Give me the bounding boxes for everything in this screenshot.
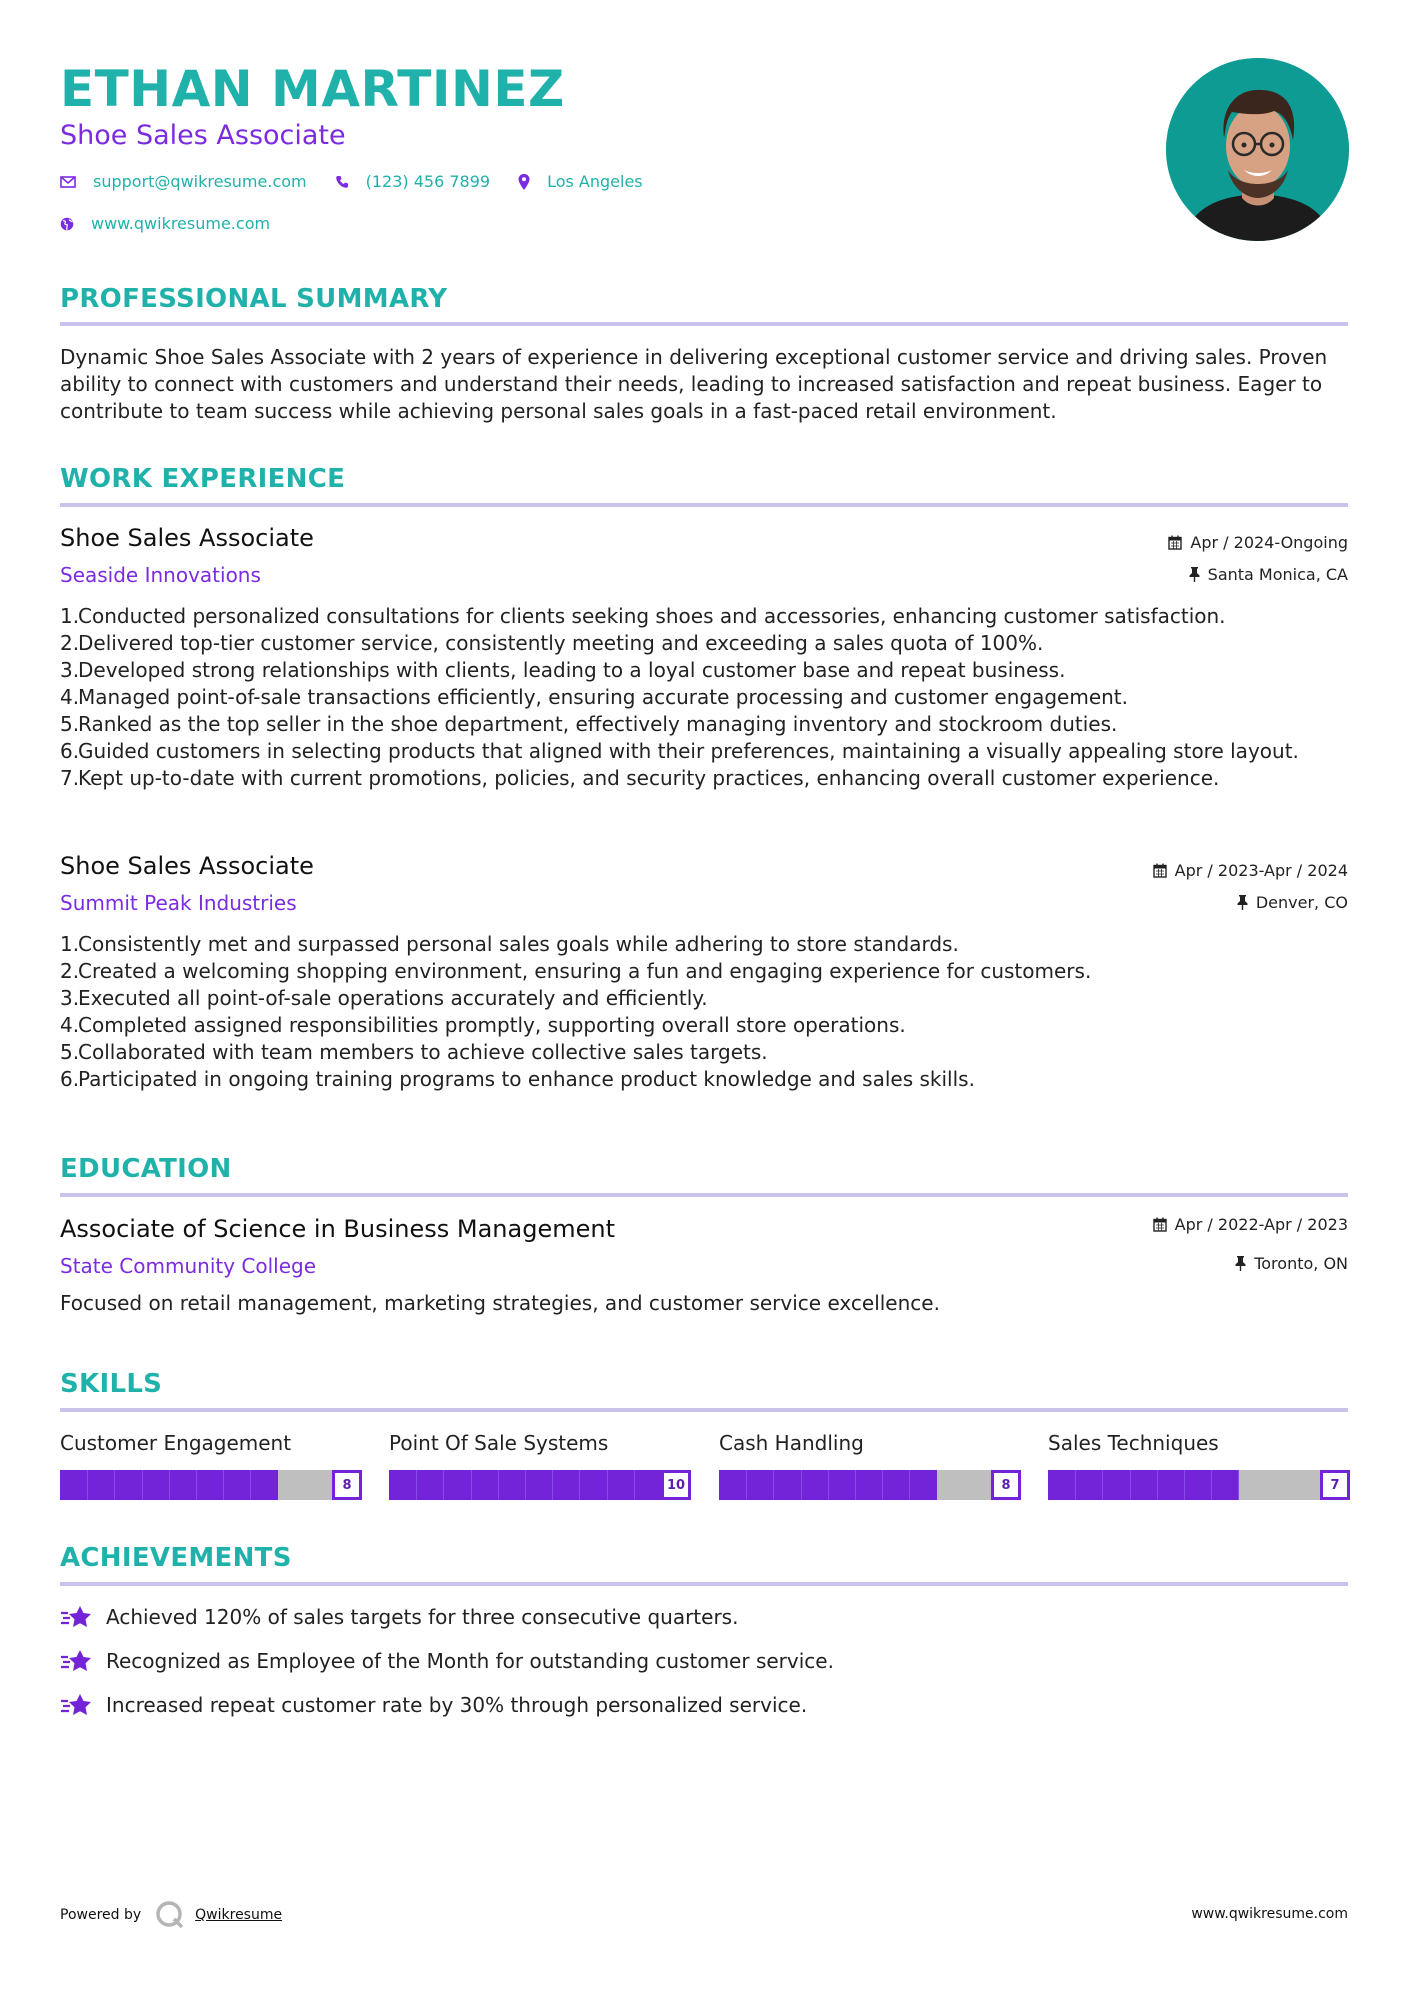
skill-item bbox=[60, 1430, 362, 1500]
list-item: 4. Completed assigned responsibilities promptly, supporting overall store operations. bbox=[60, 1013, 906, 1037]
achievement-item bbox=[60, 1692, 807, 1718]
skill-level-bar bbox=[60, 1470, 362, 1500]
skill-bar-segment bbox=[746, 1470, 747, 1500]
job-role: Shoe Sales Associate bbox=[60, 852, 314, 880]
achievements-heading: ACHIEVEMENTS bbox=[60, 1543, 292, 1573]
list-item: 5. Ranked as the top seller in the shoe department, effectively managing inventory and stockroom duties. bbox=[60, 712, 1118, 736]
degree-title: Associate of Science in Business Management bbox=[60, 1215, 615, 1243]
skill-bar-segment bbox=[828, 1470, 829, 1500]
job-bullets bbox=[60, 603, 1348, 792]
skill-bar-segment bbox=[1157, 1470, 1158, 1500]
skill-bar-segment bbox=[552, 1470, 553, 1500]
section-divider bbox=[60, 1408, 1348, 1412]
skill-score: 7 bbox=[1320, 1470, 1350, 1500]
job-dates bbox=[1153, 861, 1348, 880]
section-divider bbox=[60, 503, 1348, 507]
contact-email[interactable] bbox=[60, 172, 307, 191]
skill-level-bar bbox=[719, 1470, 1021, 1500]
skill-bar-segment bbox=[1184, 1470, 1185, 1500]
experience-heading: WORK EXPERIENCE bbox=[60, 464, 346, 494]
calendar-icon bbox=[1153, 1217, 1167, 1232]
skill-bar-segment bbox=[223, 1470, 224, 1500]
globe-icon bbox=[60, 217, 74, 231]
list-item: 1. Conducted personalized consultations for clients seeking shoes and accessories, enhancing customer satisfaction. bbox=[60, 604, 1226, 628]
pushpin-icon bbox=[1189, 567, 1200, 582]
list-item: 6. Guided customers in selecting products that aligned with their preferences, maintaining a visually appealing store layout. bbox=[60, 739, 1299, 763]
job-location bbox=[1237, 893, 1348, 912]
skill-bar-segment bbox=[87, 1470, 88, 1500]
star-icon bbox=[60, 1692, 94, 1718]
job-dates-text: Apr / 2024-Ongoing bbox=[1190, 533, 1348, 552]
phone-icon bbox=[335, 175, 349, 189]
phone-text: (123) 456 7899 bbox=[365, 172, 491, 191]
skill-item bbox=[1048, 1430, 1350, 1500]
skill-score: 8 bbox=[991, 1470, 1021, 1500]
skill-bar-segment bbox=[525, 1470, 526, 1500]
job-dates bbox=[1168, 533, 1348, 552]
job-location bbox=[1189, 565, 1348, 584]
contact-row-2 bbox=[60, 214, 298, 233]
skill-level-fill bbox=[1048, 1470, 1238, 1500]
skill-bar-segment bbox=[1075, 1470, 1076, 1500]
summary-heading: PROFESSIONAL SUMMARY bbox=[60, 284, 448, 314]
skill-name: Customer Engagement bbox=[60, 1431, 292, 1455]
list-item: 2. Created a welcoming shopping environment, ensuring a fun and engaging experience for customers. bbox=[60, 959, 1092, 983]
skill-score: 10 bbox=[661, 1470, 691, 1500]
skill-bar-segment bbox=[1238, 1470, 1239, 1500]
skill-bar-segment bbox=[471, 1470, 472, 1500]
school-name: State Community College bbox=[60, 1254, 317, 1278]
skill-item bbox=[389, 1430, 691, 1500]
job-location-text: Denver, CO bbox=[1255, 893, 1348, 912]
mail-icon bbox=[60, 176, 76, 188]
calendar-icon bbox=[1153, 863, 1167, 878]
job-company: Seaside Innovations bbox=[60, 563, 261, 587]
summary-text: Dynamic Shoe Sales Associate with 2 years of experience in delivering exceptional customer service and driving sales. Proven ability to connect with customers and understand their needs, leading to increased satisfaction and repeat business. Eager to contribute to team success while achieving personal sales goals in a fast-paced retail environment. bbox=[60, 345, 1328, 423]
job-bullets bbox=[60, 931, 1348, 1093]
pushpin-icon bbox=[1237, 895, 1248, 910]
list-item: 7. Kept up-to-date with current promotions, policies, and security practices, enhancing overall customer experience. bbox=[60, 766, 1220, 790]
footer-website[interactable]: www.qwikresume.com bbox=[1191, 1906, 1348, 1922]
skill-bar-segment bbox=[498, 1470, 499, 1500]
footer-powered-by bbox=[60, 1900, 282, 1930]
skill-bar-segment bbox=[773, 1470, 774, 1500]
location-text: Los Angeles bbox=[547, 172, 643, 191]
map-pin-icon bbox=[518, 174, 530, 190]
skill-bar-segment bbox=[634, 1470, 635, 1500]
avatar-portrait bbox=[1166, 58, 1349, 241]
skill-bar-segment bbox=[416, 1470, 417, 1500]
skill-bar-segment bbox=[909, 1470, 910, 1500]
list-item: 3. Developed strong relationships with clients, leading to a loyal customer base and repeat business. bbox=[60, 658, 1066, 682]
skill-bar-segment bbox=[801, 1470, 802, 1500]
skill-bar-segment bbox=[579, 1470, 580, 1500]
candidate-name: ETHAN MARTINEZ bbox=[60, 60, 565, 118]
section-divider bbox=[60, 322, 1348, 326]
skill-level-bar bbox=[1048, 1470, 1350, 1500]
skill-score: 8 bbox=[332, 1470, 362, 1500]
list-item: 5. Collaborated with team members to achieve collective sales targets. bbox=[60, 1040, 768, 1064]
skill-bar-segment bbox=[1211, 1470, 1212, 1500]
skill-level-bar bbox=[389, 1470, 691, 1500]
contact-phone[interactable] bbox=[335, 172, 490, 191]
job-company: Summit Peak Industries bbox=[60, 891, 297, 915]
calendar-icon bbox=[1168, 535, 1182, 550]
skill-bar-segment bbox=[114, 1470, 115, 1500]
skill-bar-segment bbox=[443, 1470, 444, 1500]
qwikresume-logo-icon bbox=[155, 1900, 185, 1930]
contact-row bbox=[60, 172, 671, 191]
education-dates bbox=[1153, 1215, 1348, 1234]
achievement-text: Increased repeat customer rate by 30% through personalized service. bbox=[106, 1693, 808, 1717]
skill-bar-segment bbox=[169, 1470, 170, 1500]
achievement-item bbox=[60, 1604, 738, 1630]
skill-bar-segment bbox=[196, 1470, 197, 1500]
email-text: support@qwikresume.com bbox=[93, 172, 307, 191]
education-heading: EDUCATION bbox=[60, 1154, 232, 1184]
job-location-text: Santa Monica, CA bbox=[1207, 565, 1348, 584]
skill-bar-segment bbox=[607, 1470, 608, 1500]
skill-name: Point Of Sale Systems bbox=[389, 1431, 609, 1455]
section-divider bbox=[60, 1582, 1348, 1586]
pushpin-icon bbox=[1235, 1256, 1246, 1271]
section-divider bbox=[60, 1193, 1348, 1197]
education-description: Focused on retail management, marketing strategies, and customer service excellence. bbox=[60, 1291, 940, 1315]
education-location-text: Toronto, ON bbox=[1254, 1254, 1348, 1273]
skill-name: Cash Handling bbox=[719, 1431, 864, 1455]
list-item: 2. Delivered top-tier customer service, consistently meeting and exceeding a sales quota of 100%. bbox=[60, 631, 1044, 655]
skill-bar-segment bbox=[855, 1470, 856, 1500]
job-dates-text: Apr / 2023-Apr / 2024 bbox=[1174, 861, 1348, 880]
profile-photo bbox=[1166, 58, 1349, 241]
list-item: 3. Executed all point-of-sale operations accurately and efficiently. bbox=[60, 986, 708, 1010]
list-item: 6. Participated in ongoing training programs to enhance product knowledge and sales skills. bbox=[60, 1067, 975, 1091]
skills-heading: SKILLS bbox=[60, 1369, 163, 1399]
skill-item bbox=[719, 1430, 1021, 1500]
star-icon bbox=[60, 1648, 94, 1674]
powered-by-label: Powered by bbox=[60, 1907, 142, 1923]
list-item: 1. Consistently met and surpassed personal sales goals while adhering to store standards. bbox=[60, 932, 959, 956]
candidate-title: Shoe Sales Associate bbox=[60, 120, 346, 151]
qwikresume-link[interactable]: Qwikresume bbox=[195, 1907, 283, 1923]
website-text: www.qwikresume.com bbox=[91, 214, 271, 233]
skill-bar-segment bbox=[882, 1470, 883, 1500]
list-item: 4. Managed point-of-sale transactions efficiently, ensuring accurate processing and customer engagement. bbox=[60, 685, 1129, 709]
achievement-text: Recognized as Employee of the Month for outstanding customer service. bbox=[106, 1649, 834, 1673]
achievement-item bbox=[60, 1648, 834, 1674]
contact-website[interactable] bbox=[60, 214, 270, 233]
star-icon bbox=[60, 1604, 94, 1630]
education-location bbox=[1235, 1254, 1348, 1273]
contact-location bbox=[518, 172, 643, 191]
skill-bar-segment bbox=[250, 1470, 251, 1500]
skill-bar-segment bbox=[1102, 1470, 1103, 1500]
education-dates-text: Apr / 2022-Apr / 2023 bbox=[1174, 1215, 1348, 1234]
skill-bar-segment bbox=[142, 1470, 143, 1500]
achievement-text: Achieved 120% of sales targets for three consecutive quarters. bbox=[106, 1605, 739, 1629]
job-role: Shoe Sales Associate bbox=[60, 524, 314, 552]
skill-name: Sales Techniques bbox=[1048, 1431, 1219, 1455]
skill-bar-segment bbox=[1130, 1470, 1131, 1500]
